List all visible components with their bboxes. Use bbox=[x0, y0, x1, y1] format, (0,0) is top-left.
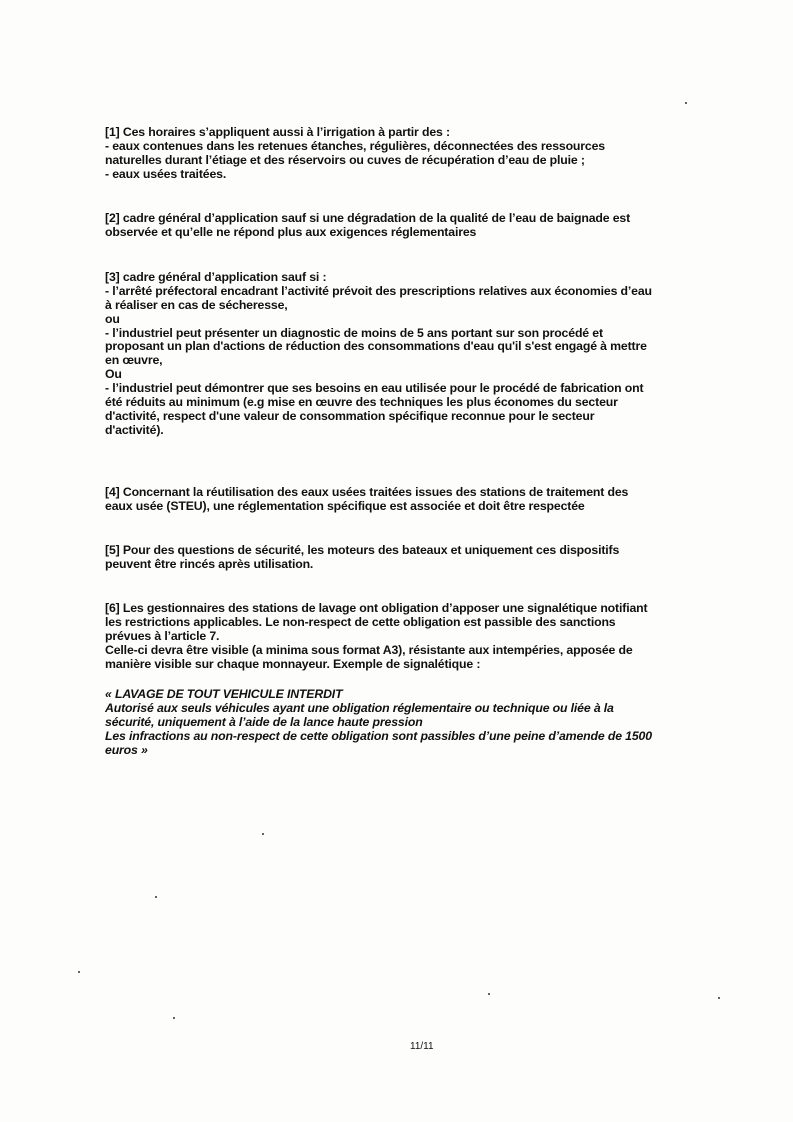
footnote-3 bbox=[105, 271, 652, 438]
scan-speck bbox=[718, 997, 720, 999]
text-line: - eaux usées traitées. bbox=[105, 166, 227, 181]
text-line: en œuvre, bbox=[105, 353, 163, 368]
scan-speck bbox=[488, 993, 490, 995]
footnote-6 bbox=[105, 602, 647, 671]
text-line: [3] cadre général d’application sauf si : bbox=[105, 270, 327, 284]
text-line: d'activité, respect d'une valeur de consommation spécifique reconnue pour le secteur bbox=[105, 408, 595, 423]
signage-example bbox=[105, 688, 652, 757]
text-line: - eaux contenues dans les retenues étanches, régulières, déconnectées des ressources bbox=[105, 138, 605, 153]
scan-speck bbox=[155, 896, 157, 898]
text-line: [6] Les gestionnaires des stations de lavage ont obligation d’apposer une signalétique notifiant bbox=[105, 601, 648, 615]
text-line: eaux usée (STEU), une réglementation spécifique est associée et doit être respectée bbox=[105, 498, 585, 513]
text-line: Celle-ci devra être visible (a minima sous format A3), résistante aux intempéries, apposée de bbox=[105, 642, 633, 657]
text-line: Les infractions au non-respect de cette obligation sont passibles d’une peine d’amende de 1500 bbox=[105, 728, 652, 743]
footnote-5 bbox=[105, 544, 619, 572]
text-line: observée et qu’elle ne répond plus aux exigences réglementaires bbox=[105, 224, 477, 239]
text-line: [5] Pour des questions de sécurité, les moteurs des bateaux et uniquement ces dispositifs bbox=[105, 543, 620, 557]
text-line: euros » bbox=[105, 742, 148, 757]
text-line: ou bbox=[105, 311, 120, 326]
scan-speck bbox=[685, 102, 687, 104]
text-line: prévues à l’article 7. bbox=[105, 628, 220, 643]
text-line: - l’industriel peut démontrer que ses besoins en eau utilisée pour le procédé de fabrication ont bbox=[105, 381, 644, 396]
text-line: les restrictions applicables. Le non-respect de cette obligation est passible des sanctions bbox=[105, 614, 616, 629]
text-line: d'activité). bbox=[105, 422, 164, 437]
text-line: peuvent être rincés après utilisation. bbox=[105, 556, 314, 571]
text-line: « LAVAGE DE TOUT VEHICULE INTERDIT bbox=[105, 687, 343, 701]
text-line: été réduits au minimum (e.g mise en œuvre des techniques les plus économes du secteur bbox=[105, 395, 618, 410]
text-line: sécurité, uniquement à l’aide de la lance haute pression bbox=[105, 714, 423, 729]
footnote-1 bbox=[105, 126, 605, 182]
text-line: [4] Concernant la réutilisation des eaux usées traitées issues des stations de traitement des bbox=[105, 485, 629, 499]
footnote-2 bbox=[105, 212, 630, 240]
text-line: [2] cadre général d’application sauf si une dégradation de la qualité de l’eau de baignade est bbox=[105, 211, 631, 225]
text-line: - l’arrêté préfectoral encadrant l’activité prévoit des prescriptions relatives aux économies d’eau bbox=[105, 283, 652, 298]
text-line: Autorisé aux seuls véhicules ayant une obligation réglementaire ou technique ou liée à la bbox=[105, 700, 614, 715]
scan-speck bbox=[78, 971, 80, 973]
text-line: proposant un plan d'actions de réduction des consommations d'eau qu'il s'est engagé à mettre bbox=[105, 339, 647, 354]
text-line: à réaliser en cas de sécheresse, bbox=[105, 297, 288, 312]
page-number: 11/11 bbox=[410, 1041, 434, 1052]
footnote-4 bbox=[105, 486, 628, 514]
scan-speck bbox=[173, 1017, 175, 1019]
text-line: [1] Ces horaires s’appliquent aussi à l’irrigation à partir des : bbox=[105, 125, 450, 139]
text-line: Ou bbox=[105, 367, 122, 382]
text-line: - l’industriel peut présenter un diagnostic de moins de 5 ans portant sur son procédé et bbox=[105, 325, 603, 340]
scan-speck bbox=[262, 833, 264, 835]
text-line: manière visible sur chaque monnayeur. Exemple de signalétique : bbox=[105, 656, 481, 671]
text-line: naturelles durant l’étiage et des réservoirs ou cuves de récupération d’eau de pluie ; bbox=[105, 152, 585, 167]
